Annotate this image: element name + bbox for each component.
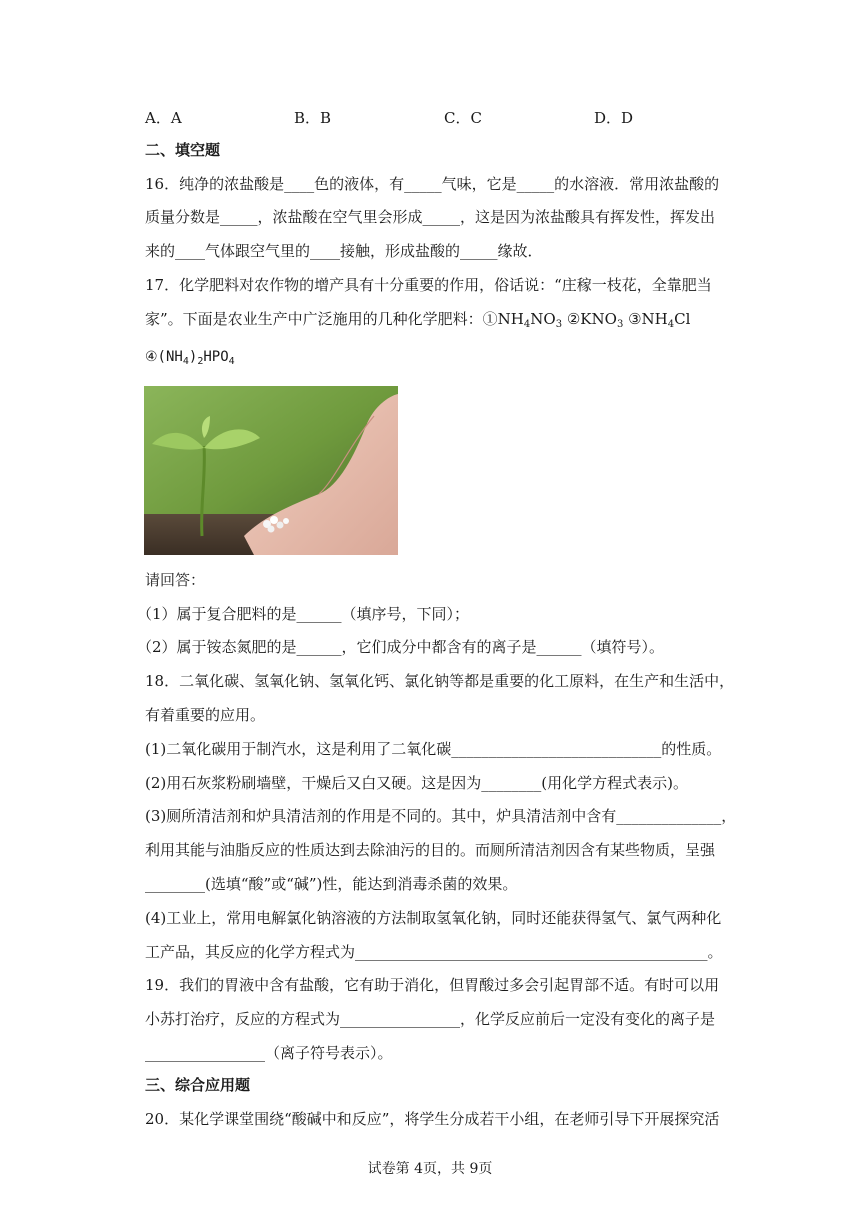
section-2-title: 二、填空题 (145, 141, 221, 159)
q19-line-2: 小苏打治疗，反应的方程式为________________，化学反应前后一定没有变化的离子是 (145, 1010, 716, 1028)
option-a: A．A (145, 109, 182, 127)
q17-prompt: 请回答： (145, 571, 206, 589)
q18-line-1: 18．二氧化碳、氢氧化钠、氢氧化钙、氯化钠等都是重要的化工原料，在生产和生活中， (145, 672, 735, 690)
q18-line-4: (2)用石灰浆粉刷墙壁，干燥后又白又硬。这是因为________(用化学方程式表示)。 (145, 774, 688, 792)
section-3-title: 三、综合应用题 (145, 1076, 251, 1094)
option-b: B．B (294, 109, 332, 127)
q20-line-1: 20．某化学课堂围绕“酸碱中和反应”，将学生分成若干小组，在老师引导下开展探究活 (145, 1110, 720, 1128)
page-footer: 试卷第 4页，共 9页 (367, 1161, 493, 1177)
q17-sub-2: （2）属于铵态氮肥的是______，它们成分中都含有的离子是______（填符号）。 (137, 638, 665, 656)
q16-line-1: 16．纯净的浓盐酸是____色的液体，有_____气味，它是_____的水溶液．常用浓盐酸的 (145, 175, 720, 193)
q18-line-7: ________(选填“酸”或“碱”)性，能达到消毒杀菌的效果。 (145, 875, 518, 893)
fertilizer-2: $②KNO_3$ (566, 310, 624, 330)
q17-line-2 (145, 309, 690, 329)
seedling-hand-photo (144, 386, 398, 555)
q18-line-5: (3)厕所清洁剂和炉具清洁剂的作用是不同的。其中，炉具清洁剂中含有______________， (145, 807, 737, 825)
fertilizer-4: $④(NH_4)_2HPO_4$ (145, 349, 235, 367)
fertilizer-3: $③NH_4Cl$ (628, 310, 691, 330)
q18-line-2: 有着重要的应用。 (145, 706, 266, 724)
q18-line-8: (4)工业上，常用电解氯化钠溶液的方法制取氢氧化钠，同时还能获得氢气、氯气两种化 (145, 909, 722, 927)
q16-line-2: 质量分数是_____，浓盐酸在空气里会形成_____，这是因为浓盐酸具有挥发性，挥发出 (145, 208, 716, 226)
q17-sub-1: （1）属于复合肥料的是______（填序号，下同）； (137, 605, 470, 623)
q16-line-3: 来的____气体跟空气里的____接触，形成盐酸的_____缘故． (145, 242, 543, 260)
fertilizer-1: $①NH_4NO_3$ (482, 310, 563, 330)
q17-line-1: 17．化学肥料对农作物的增产具有十分重要的作用，俗话说：“庄稼一枝花，全靠肥当 (145, 276, 712, 294)
q18-line-6: 利用其能与油脂反应的性质达到去除油污的目的。而厕所清洁剂因含有某些物质，呈强 (145, 841, 716, 859)
q18-line-9: 工产品，其反应的化学方程式为_______________________________________________。 (145, 943, 723, 961)
q17-line-2-text: 家”。下面是农业生产中广泛施用的几种化学肥料： (145, 310, 483, 328)
q19-line-3: ________________（离子符号表示）。 (145, 1044, 393, 1062)
option-c: C．C (444, 109, 482, 127)
q18-line-3: (1)二氧化碳用于制汽水，这是利用了二氧化碳____________________________的性质。 (145, 740, 722, 758)
q19-line-1: 19．我们的胃液中含有盐酸，它有助于消化，但胃酸过多会引起胃部不适。有时可以用 (145, 976, 720, 994)
option-d: D．D (594, 109, 634, 127)
